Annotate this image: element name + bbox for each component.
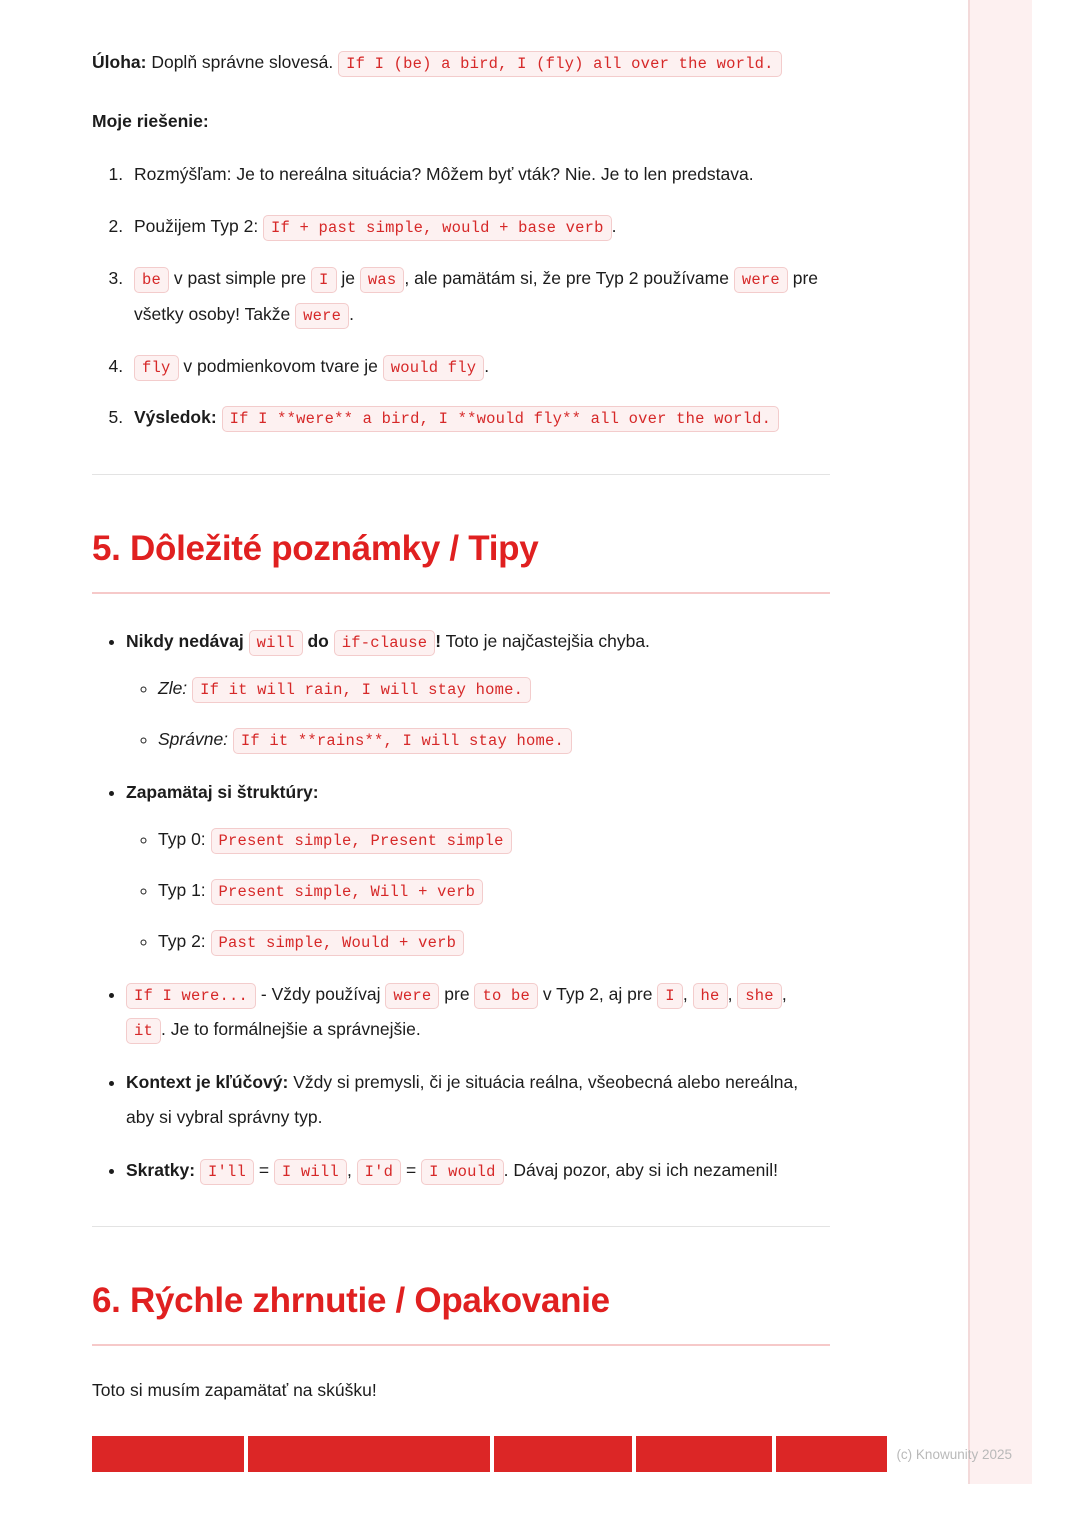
solution-step <box>128 209 830 245</box>
inline-code: were <box>385 983 439 1009</box>
inline-code: were <box>295 303 349 329</box>
bold-text: do <box>307 631 329 652</box>
bold-text: Výsledok: <box>134 407 217 428</box>
section-6-intro: Toto si musím zapamätať na skúšku! <box>92 1379 377 1400</box>
task-line <box>92 44 830 81</box>
note-subitem <box>158 873 830 908</box>
solution-steps <box>92 157 830 436</box>
note-subitems <box>126 822 830 959</box>
text-run: . <box>349 303 355 324</box>
bold-text: ! <box>435 631 442 652</box>
inline-code: to be <box>474 983 538 1009</box>
inline-code: I <box>311 267 337 293</box>
section-divider-2 <box>92 1226 830 1227</box>
note-item <box>126 1065 830 1135</box>
inline-code: Present simple, Will + verb <box>211 879 484 905</box>
inline-code: Past simple, Would + verb <box>211 930 465 956</box>
text-run: , ale pamätám si, že pre Typ 2 používame <box>404 267 734 288</box>
note-text <box>126 1072 798 1127</box>
bold-text: Kontext je kľúčový: <box>126 1072 289 1093</box>
copyright-notice: (c) Knowunity 2025 <box>896 1447 1012 1463</box>
inline-code: it <box>126 1018 161 1044</box>
inline-code: I would <box>421 1159 504 1185</box>
solution-step <box>128 261 830 333</box>
inline-code: was <box>360 267 405 293</box>
table-cell <box>92 1436 244 1472</box>
section-5-rule <box>92 592 830 594</box>
table-cell <box>248 1436 490 1472</box>
text-run: - Vždy používaj <box>256 984 386 1005</box>
inline-code: fly <box>134 355 179 381</box>
section-6-title: 6. Rýchle zhrnutie / Opakovanie <box>92 1281 610 1321</box>
note-subitem <box>158 924 830 959</box>
inline-code: I will <box>274 1159 347 1185</box>
text-run: pre <box>439 984 475 1005</box>
inline-code: be <box>134 267 169 293</box>
table-cell <box>776 1436 887 1472</box>
text-run: . Je to formálnejšie a správnejšie. <box>161 1019 421 1040</box>
text-run: Typ 1: <box>158 880 211 901</box>
text-run: , <box>781 984 787 1005</box>
text-run <box>329 631 334 651</box>
note-subitem <box>158 822 830 857</box>
inline-code: he <box>693 983 728 1009</box>
inline-code: would fly <box>383 355 485 381</box>
note-item <box>126 775 830 959</box>
solution-step <box>128 349 830 385</box>
text-run: Rozmýšľam: Je to nereálna situácia? Môžem byť vták? Nie. Je to len predstava. <box>134 164 754 185</box>
bold-text: Skratky: <box>126 1160 196 1181</box>
note-text <box>126 782 319 802</box>
text-run: Toto je najčastejšia chyba. <box>441 631 650 652</box>
inline-code: If + past simple, would + base verb <box>263 215 612 241</box>
bold-text: Nikdy nedávaj <box>126 631 244 652</box>
solution-heading: Moje riešenie: <box>92 110 209 131</box>
text-run: , <box>727 984 738 1005</box>
text-run: je <box>336 267 360 288</box>
table-cell <box>636 1436 772 1472</box>
section-5-bullets <box>92 624 830 1188</box>
solution-step <box>128 157 830 193</box>
text-run: = <box>253 1160 274 1181</box>
section-divider-1 <box>92 474 830 475</box>
italic-text: Správne: <box>158 729 229 750</box>
note-text <box>126 631 650 651</box>
text-run: v past simple pre <box>169 267 312 288</box>
text-run: Typ 2: <box>158 931 211 952</box>
inline-code: I <box>657 983 683 1009</box>
text-run: . Dávaj pozor, aby si ich nezamenil! <box>503 1160 778 1181</box>
note-text <box>126 1160 778 1180</box>
note-subitems <box>126 671 830 757</box>
text-run: v Typ 2, aj pre <box>537 984 658 1005</box>
text-run: , <box>682 984 693 1005</box>
solution-step <box>128 400 830 436</box>
inline-code: If I **were** a bird, I **would fly** all over the world. <box>222 406 780 432</box>
text-run: . <box>484 355 490 376</box>
note-subitem <box>158 722 830 757</box>
section-6-rule <box>92 1344 830 1346</box>
inline-code: If I were... <box>126 983 256 1009</box>
text-run <box>217 407 222 427</box>
task-label: Úloha: <box>92 52 147 72</box>
bold-text: Zapamätaj si štruktúry: <box>126 782 319 803</box>
inline-code: If it will rain, I will stay home. <box>192 677 531 703</box>
text-run: Vždy si premysli, či je situácia reálna, všeobecná alebo nereálna, aby si vybral správny typ. <box>126 1072 799 1128</box>
text-run: Typ 0: <box>158 829 211 850</box>
italic-text: Zle: <box>158 678 188 699</box>
inline-code: I'll <box>200 1159 254 1185</box>
note-item <box>126 624 830 757</box>
table-cell <box>494 1436 632 1472</box>
inline-code: I'd <box>357 1159 402 1185</box>
summary-table-strip <box>92 1436 887 1472</box>
inline-code: Present simple, Present simple <box>211 828 512 854</box>
text-run: pre všetky osoby! Takže <box>134 267 819 324</box>
text-run: . <box>611 215 617 236</box>
text-run: Použijem Typ 2: <box>134 215 264 236</box>
inline-code: were <box>734 267 788 293</box>
task-text: Doplň správne slovesá. <box>151 52 334 72</box>
inline-code: if-clause <box>334 630 436 656</box>
text-run <box>244 631 249 651</box>
inline-code: If it **rains**, I will stay home. <box>233 728 572 754</box>
note-item <box>126 977 830 1047</box>
note-subitem <box>158 671 830 706</box>
text-run: , <box>346 1160 357 1181</box>
inline-code: will <box>249 630 303 656</box>
section-5-title: 5. Dôležité poznámky / Tipy <box>92 529 539 569</box>
inline-code: she <box>737 983 782 1009</box>
text-run: = <box>401 1160 422 1181</box>
note-item <box>126 1153 830 1188</box>
text-run: v podmienkovom tvare je <box>178 355 383 376</box>
note-text <box>126 984 787 1039</box>
task-code: If I (be) a bird, I (fly) all over the world. <box>338 51 782 77</box>
